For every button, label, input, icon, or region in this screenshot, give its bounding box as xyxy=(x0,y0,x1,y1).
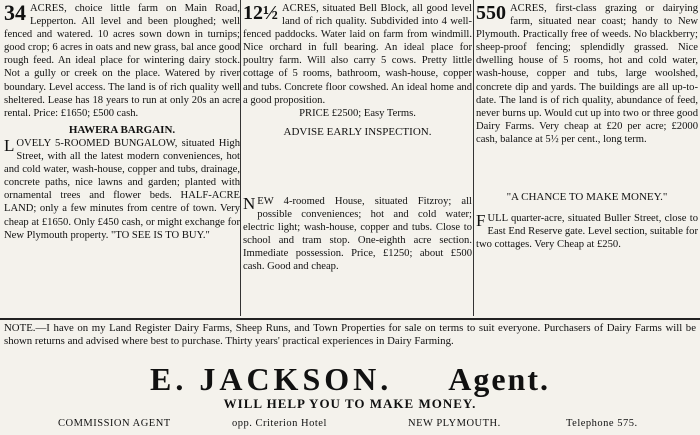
drop-initial: N xyxy=(243,193,256,213)
ad-grazing-farm xyxy=(476,2,698,251)
ad-text: ACRES, situated Bell Block, all good level land of rich quality. Subdivided into 4 well-fenced paddocks. Water laid on farm from windmill. Nice orchard in full bearing. An ideal place for poultry farm. Will also carry 5 cows. Pretty little cottage of 5 rooms, bathroom, wash-house, copper and tubs. Concrete floor cowshed. An ideal home and a good proposition. xyxy=(243,3,472,106)
ad-bell-block xyxy=(243,2,472,274)
column-rule xyxy=(473,0,474,316)
ad-text: ACRES, choice little farm on Main Road, Lepperton. All level and been ploughed; well fenced and watered. 10 acres sown down in turnips; good crop; 6 acres in oats and new grass, bal ance good rough feed. An ideal place for wintering dairy stock. Not a gully or creek on the place. Watered by river boundary. Level access. The land is of rich quality well sheltered. Lease has 18 years to run at only 20s an acre rental. Price: £1650; £500 cash. xyxy=(4,3,240,119)
ad-headline: "A CHANCE TO MAKE MONEY." xyxy=(506,191,668,204)
ad-text: EW 4-roomed House, situated Fitzroy; all possible conveniences; hot and cold water; electric light; wash-house, copper and tubs. Close to school and tram stop. One-eighth acre section. Immediate possession. Price, £1250; about £500 cash. Good and cheap. xyxy=(243,195,472,273)
ad-text: ACRES, first-class grazing or dairying farm, situated near coast; handy to New Plymouth. Practically free of weeds. No blackberry; sheep-proof fencing; splendidly grassed. Nice dwelling house of 5 rooms, hot and cold water, wash-house, copper and tubs, large woolshed, concrete dip and yards. The buildings are all up-to-date. The land is of rich quality, abundance of feed, never burns up. Would cut up into two or three good Dairy Farms. Very cheap at £20 per acre; £2000 cash, balance at 5½ per cent., long term. xyxy=(476,3,698,145)
section-rule xyxy=(0,318,700,320)
ad-lepperton-farm xyxy=(4,2,240,242)
agent-banner xyxy=(0,362,700,396)
ad-text: ULL quarter-acre, situated Buller Street, close to East End Reserve gate. Level section, suitable for two cottages. Very Cheap at £250. xyxy=(476,213,698,251)
drop-initial: L xyxy=(4,135,15,155)
agent-title: Agent. xyxy=(448,361,550,397)
agent-name: E. JACKSON. xyxy=(149,361,393,397)
acreage-number: 34 xyxy=(4,0,26,25)
footer-role: COMMISSION AGENT xyxy=(58,418,171,429)
note-paragraph: NOTE.—I have on my Land Register Dairy Farms, Sheep Runs, and Town Properties for sale on terms to suit everyone. Purchasers of Dairy Farms will be shown returns and advised where best to purchase. Thirty years' practical experiences in Dairy Farming. xyxy=(4,322,696,347)
ad-text: OVELY 5-ROOMED BUNGALOW, situated High Street, with all the latest modern conveniences, hot and cold water, wash-house, copper and tubs, drainage, concrete paths, nice lawns and garden; planted with ornamental trees and flower beds. HALF-ACRE LAND; only a few minutes from centre of town. Very cheap at £1650. Only £450 cash, or might exchange for New Plymouth property. xyxy=(4,137,240,241)
ad-hawera-bungalow xyxy=(4,137,240,242)
footer-location: opp. Criterion Hotel xyxy=(232,418,327,429)
ad-advise: ADVISE EARLY INSPECTION. xyxy=(283,125,432,138)
acreage-number: 12½ xyxy=(243,2,278,24)
ad-buller-street xyxy=(476,212,698,251)
ad-price: PRICE £2500; Easy Terms. xyxy=(299,107,416,119)
ad-tagline: "TO SEE IS TO BUY." xyxy=(111,229,210,241)
footer-city: NEW PLYMOUTH. xyxy=(408,418,501,429)
column-rule xyxy=(240,0,241,316)
slogan: WILL HELP YOU TO MAKE MONEY. xyxy=(223,396,477,411)
acreage-number: 550 xyxy=(476,2,506,24)
ad-headline: HAWERA BARGAIN. xyxy=(68,123,176,136)
drop-initial: F xyxy=(476,211,486,231)
ad-fitzroy-house xyxy=(243,195,472,274)
footer-phone: Telephone 575. xyxy=(566,418,638,429)
